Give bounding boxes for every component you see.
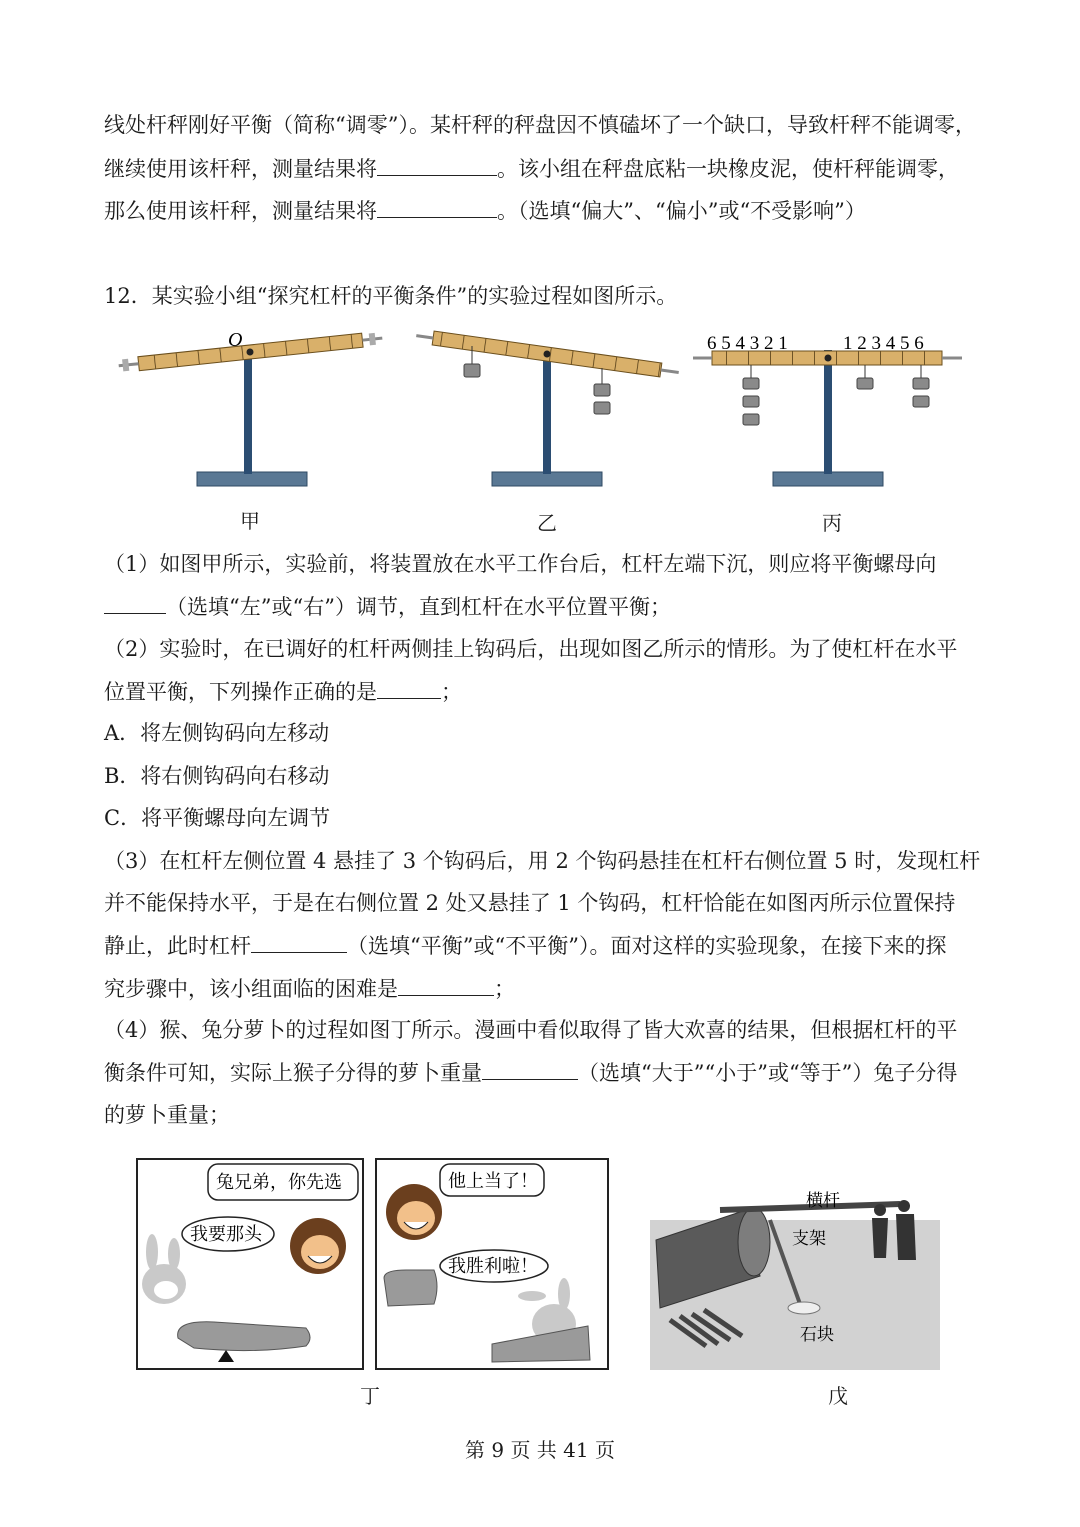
question-12-stem: 12．某实验小组“探究杠杆的平衡条件”的实验过程如图所示。 [104, 284, 678, 308]
lever-yi [415, 329, 679, 486]
lever-jia [118, 329, 383, 486]
bubble-1: 兔兄弟，你先选 [216, 1172, 342, 1193]
answer-blank[interactable] [377, 195, 497, 218]
answer-blank[interactable] [104, 591, 166, 614]
label-stand: 支架 [792, 1229, 826, 1249]
option-c: C．将平衡螺母向左调节 [104, 806, 331, 830]
label-stone: 石块 [800, 1325, 834, 1345]
p3-line-1: （3）在杠杆左侧位置 4 悬挂了 3 个钩码后，用 2 个钩码悬挂在杠杆右侧位置 5 时，发现杠杆 [104, 849, 981, 873]
p1-line-2: （选填“左”或“右”）调节，直到杠杆在水平位置平衡； [104, 591, 671, 622]
figure-label-wu: 戊 [828, 1384, 848, 1408]
intro-line-3: 那么使用该杆秤，测量结果将 。（选填“偏大”、“偏小”或“不受影响”） [104, 195, 866, 226]
monkey-icon [290, 1218, 346, 1274]
scale-left: 6 5 4 3 2 1 [707, 333, 788, 354]
answer-blank[interactable] [398, 973, 494, 996]
pivot-label: O [228, 329, 243, 351]
answer-blank[interactable] [377, 153, 497, 176]
page-footer: 第 9 页 共 41 页 [465, 1438, 615, 1462]
comic-panels [134, 1156, 612, 1374]
figure-label-bing: 丙 [822, 511, 842, 535]
p2-line-2: 位置平衡，下列操作正确的是 ； [104, 676, 462, 707]
bubble-2: 我要那头 [190, 1224, 262, 1245]
option-a: A．将左侧钩码向左移动 [104, 721, 330, 745]
p4-line-3: 的萝卜重量； [104, 1103, 230, 1127]
answer-blank[interactable] [251, 930, 347, 953]
scale-right: 1 2 3 4 5 6 [843, 333, 924, 354]
figure-label-ding: 丁 [360, 1384, 380, 1408]
intro-line-1: 线处杆秤刚好平衡（简称“调零”）。某杆秤的秤盘因不慎磕坏了一个缺口，导致杆秤不能调零， [104, 113, 976, 137]
option-b: B．将右侧钩码向右移动 [104, 764, 330, 788]
p1-line-1: （1）如图甲所示，实验前，将装置放在水平工作台后，杠杆左端下沉，则应将平衡螺母向 [104, 552, 937, 576]
bubble-3: 他上当了！ [448, 1171, 538, 1192]
p3-line-2: 并不能保持水平，于是在右侧位置 2 处又悬挂了 1 个钩码，杠杆恰能在如图丙所示位置保持 [104, 891, 956, 915]
p4-line-1: （4）猴、兔分萝卜的过程如图丁所示。漫画中看似取得了皆大欢喜的结果，但根据杠杆的平 [104, 1018, 958, 1042]
lever-figures [110, 322, 990, 532]
p3-line-4: 究步骤中，该小组面临的困难是 ； [104, 973, 515, 1004]
monkey-icon [386, 1184, 442, 1240]
figure-label-jia: 甲 [240, 509, 260, 533]
bubble-4: 我胜利啦！ [448, 1256, 538, 1277]
intro-line-2: 继续使用该杆秤，测量结果将 。该小组在秤盘底粘一块橡皮泥，使杆秤能调零， [104, 153, 959, 184]
p4-line-2: 衡条件可知，实际上猴子分得的萝卜重量 （选填“大于”“小于”或“等于”）兔子分得 [104, 1057, 957, 1088]
answer-blank[interactable] [377, 676, 441, 699]
label-crossbar: 横杆 [806, 1191, 840, 1211]
lever-photo [650, 1180, 944, 1370]
figure-label-yi: 乙 [537, 511, 557, 535]
p2-line-1: （2）实验时，在已调好的杠杆两侧挂上钩码后，出现如图乙所示的情形。为了使杠杆在水平 [104, 637, 958, 661]
p3-line-3: 静止，此时杠杆 （选填“平衡”或“不平衡”）。面对这样的实验现象，在接下来的探 [104, 930, 946, 961]
answer-blank[interactable] [482, 1057, 578, 1080]
lever-bing [693, 333, 962, 486]
